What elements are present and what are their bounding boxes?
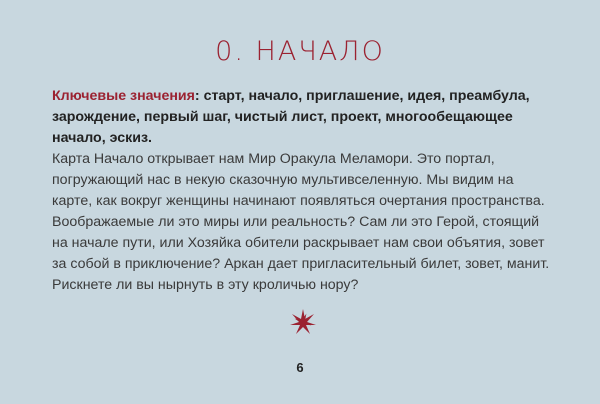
card-text-block — [52, 86, 552, 296]
card-description: Карта Начало открывает нам Мир Оракула Меламори. Это портал, погружающий нас в некую сказочную мультивселенную. Мы видим на карте, как вокруг женщины начинают появляться очертания пространства. Воображаемые ли это миры или реальность? Сам ли это Герой, стоящий на начале пути, или Хозяйка обители раскрывает нам свои объятия, зовет за собой в приключение? Аркан дает пригласительный билет, зовет, манит. Рискнете ли вы нырнуть в эту кроличью нору? — [52, 151, 550, 293]
keywords-paragraph — [52, 86, 552, 149]
star-crescent-icon — [283, 300, 343, 344]
page-number: 6 — [296, 360, 304, 375]
keywords-label: Ключевые значения — [52, 88, 195, 104]
keywords-separator: : — [194, 88, 204, 104]
keywords-text: старт, начало, приглашение, идея, преамбула, зарождение, первый шаг, чистый лист, проект, многообещающее начало, эскиз. — [52, 88, 530, 146]
page-title: 0. НАЧАЛО — [215, 36, 385, 67]
